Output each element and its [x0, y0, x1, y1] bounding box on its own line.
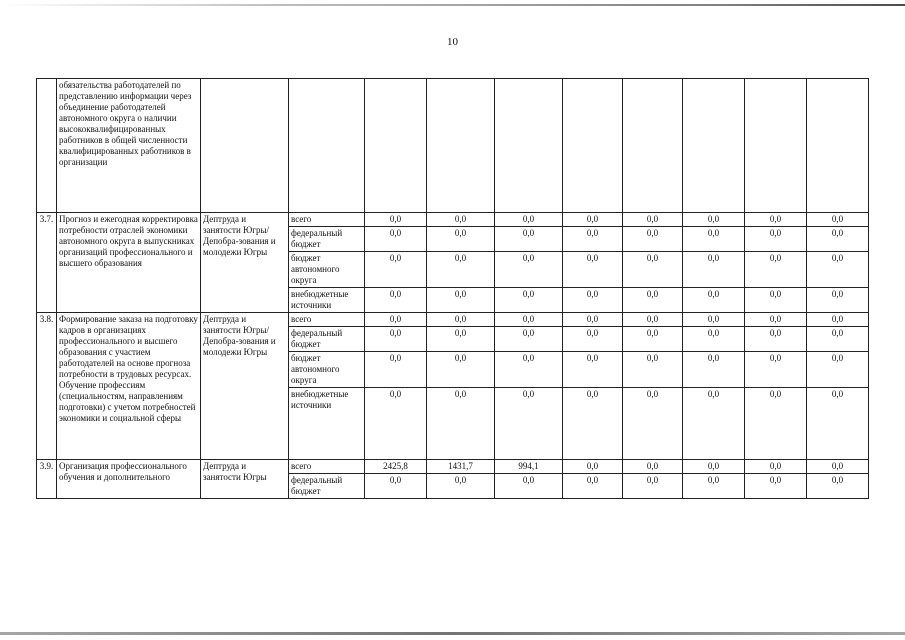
- value-cell: 0,0: [365, 288, 427, 313]
- value-cell: 0,0: [683, 352, 745, 388]
- value-cell: 0,0: [683, 227, 745, 252]
- row-number-cell: 3.7.: [37, 213, 57, 313]
- scan-edge-top: [0, 4, 905, 6]
- value-cell: 0,0: [365, 327, 427, 352]
- value-cell: 0,0: [495, 288, 563, 313]
- source-cell: федеральный бюджет: [289, 327, 365, 352]
- value-cell: 0,0: [745, 288, 807, 313]
- measure-block: [37, 213, 869, 313]
- value-cell: 0,0: [365, 352, 427, 388]
- page-number: 10: [447, 36, 458, 48]
- value-cell: 0,0: [495, 252, 563, 288]
- source-cell: [289, 79, 365, 213]
- executor-cell: [201, 79, 289, 213]
- table-row: [37, 213, 869, 227]
- value-cell: 0,0: [427, 213, 495, 227]
- value-cell: 0,0: [495, 313, 563, 327]
- executor-cell: Дептруда и занятости Югры: [201, 460, 289, 499]
- value-cell: 0,0: [683, 213, 745, 227]
- value-cell: 0,0: [623, 460, 683, 474]
- value-cell: 0,0: [623, 227, 683, 252]
- value-cell: 0,0: [495, 352, 563, 388]
- value-cell: 0,0: [365, 227, 427, 252]
- value-cell: 0,0: [623, 313, 683, 327]
- measure-block: [37, 460, 869, 499]
- value-cell: 0,0: [623, 352, 683, 388]
- source-cell: бюджет автономного округа: [289, 352, 365, 388]
- value-cell: 0,0: [563, 388, 623, 460]
- value-cell: 0,0: [683, 252, 745, 288]
- value-cell: 0,0: [427, 388, 495, 460]
- row-number-cell: 3.8.: [37, 313, 57, 460]
- source-cell: внебюджетные источники: [289, 388, 365, 460]
- value-cell: 0,0: [807, 227, 869, 252]
- value-cell: 0,0: [365, 313, 427, 327]
- value-cell: 0,0: [563, 288, 623, 313]
- value-cell: 0,0: [683, 474, 745, 499]
- value-cell: 0,0: [745, 388, 807, 460]
- event-cell: Организация профессионального обучения и дополнительного: [57, 460, 201, 499]
- value-cell: 0,0: [683, 327, 745, 352]
- value-cell: 0,0: [365, 213, 427, 227]
- value-cell: 0,0: [495, 388, 563, 460]
- event-cell: обязательства работодателей по представлению информации через объединение работодателей автономного округа о наличии высококвалифицированных работников в общей численности квалифицированных работников в организации: [57, 79, 201, 213]
- value-cell: 0,0: [623, 327, 683, 352]
- table-row-continued: [37, 79, 869, 213]
- value-cell: 0,0: [495, 327, 563, 352]
- value-cell: 0,0: [563, 313, 623, 327]
- value-cell: 0,0: [623, 388, 683, 460]
- value-cell: 0,0: [683, 313, 745, 327]
- value-cell: 0,0: [745, 474, 807, 499]
- source-cell: федеральный бюджет: [289, 474, 365, 499]
- measure-block: [37, 313, 869, 460]
- value-cell: 0,0: [427, 327, 495, 352]
- value-cell: 0,0: [563, 327, 623, 352]
- value-cell: 0,0: [563, 352, 623, 388]
- value-cell: 0,0: [807, 288, 869, 313]
- table-row: [37, 313, 869, 327]
- value-cell: 0,0: [683, 288, 745, 313]
- source-cell: федеральный бюджет: [289, 227, 365, 252]
- value-cell: 0,0: [807, 352, 869, 388]
- executor-cell: Дептруда и занятости Югры/Депобра-зования и молодежи Югры: [201, 213, 289, 313]
- value-cell: 0,0: [683, 460, 745, 474]
- value-cell: 0,0: [807, 388, 869, 460]
- source-cell: всего: [289, 460, 365, 474]
- value-cell: 0,0: [745, 252, 807, 288]
- source-cell: бюджет автономного округа: [289, 252, 365, 288]
- value-cell: 0,0: [745, 460, 807, 474]
- value-cell: 0,0: [683, 388, 745, 460]
- value-cell: 0,0: [623, 288, 683, 313]
- value-cell: 1431,7: [427, 460, 495, 474]
- value-cell: 2425,8: [365, 460, 427, 474]
- source-cell: всего: [289, 313, 365, 327]
- value-cell: 0,0: [563, 227, 623, 252]
- source-cell: всего: [289, 213, 365, 227]
- value-cell: 0,0: [807, 213, 869, 227]
- value-cell: 0,0: [427, 227, 495, 252]
- row-number-cell: 3.9.: [37, 460, 57, 499]
- value-cell: 0,0: [563, 474, 623, 499]
- value-cell: 0,0: [427, 313, 495, 327]
- value-cell: 0,0: [745, 352, 807, 388]
- value-cell: 0,0: [427, 288, 495, 313]
- value-cell: 0,0: [807, 252, 869, 288]
- value-cell: 0,0: [365, 252, 427, 288]
- event-cell: Прогноз и ежегодная корректировка потребности отраслей экономики автономного округа в выпускниках организаций профессионального и высшего образования: [57, 213, 201, 313]
- value-cell: 0,0: [623, 252, 683, 288]
- scan-edge-bottom: [0, 632, 905, 635]
- row-number-cell: [37, 79, 57, 213]
- value-cell: 0,0: [807, 474, 869, 499]
- value-cell: 0,0: [745, 227, 807, 252]
- value-cell: 0,0: [427, 474, 495, 499]
- value-cell: 0,0: [807, 327, 869, 352]
- value-cell: 0,0: [807, 460, 869, 474]
- value-cell: 0,0: [563, 460, 623, 474]
- value-cell: 0,0: [745, 327, 807, 352]
- value-cell: 0,0: [365, 474, 427, 499]
- value-cell: 0,0: [427, 352, 495, 388]
- value-cell: 0,0: [365, 388, 427, 460]
- value-cell: 0,0: [623, 474, 683, 499]
- value-cell: 994,1: [495, 460, 563, 474]
- executor-cell: Дептруда и занятости Югры/Депобра-зования и молодежи Югры: [201, 313, 289, 460]
- value-cell: 0,0: [495, 474, 563, 499]
- value-cell: 0,0: [623, 213, 683, 227]
- event-cell: Формирование заказа на подготовку кадров в организациях профессионального и высшего образования с участием работодателей на основе прогноза потребности в трудовых ресурсах. Обучение профессиям (специальностям, направлениям подготовки) с учетом потребностей экономики и социальной сферы: [57, 313, 201, 460]
- source-cell: внебюджетные источники: [289, 288, 365, 313]
- value-cell: 0,0: [745, 213, 807, 227]
- value-cell: 0,0: [563, 252, 623, 288]
- value-cell: 0,0: [495, 227, 563, 252]
- value-cell: 0,0: [563, 213, 623, 227]
- value-cell: 0,0: [495, 213, 563, 227]
- value-cell: 0,0: [427, 252, 495, 288]
- table-row: [37, 460, 869, 474]
- value-cell: 0,0: [807, 313, 869, 327]
- program-table: [36, 78, 869, 499]
- value-cell: 0,0: [745, 313, 807, 327]
